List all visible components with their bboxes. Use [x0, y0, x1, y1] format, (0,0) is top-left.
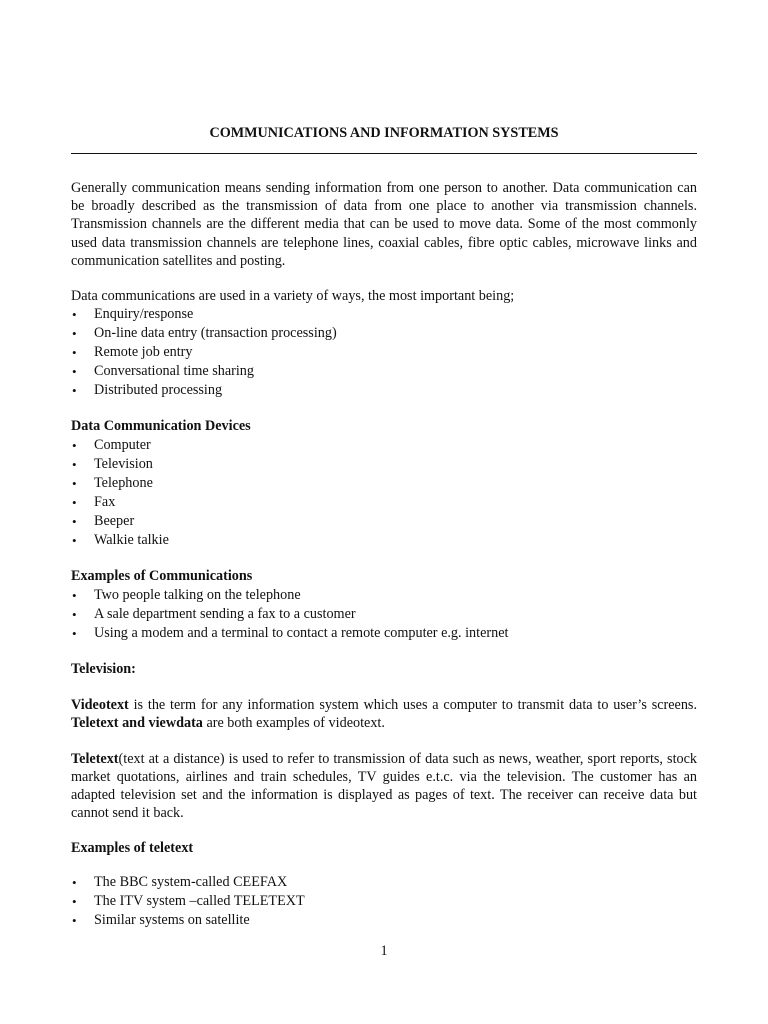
list-item: • Computer [72, 437, 151, 454]
list-item: • Telephone [72, 475, 153, 492]
teletext-viewdata-term: Teletext and viewdata [71, 715, 203, 732]
list-item: • Similar systems on satellite [72, 912, 250, 929]
list-item: • Walkie talkie [72, 532, 169, 549]
uses-lead: Data communications are used in a variety of ways, the most important being; [71, 288, 515, 305]
list-item: • The ITV system –called TELETEXT [72, 893, 305, 910]
devices-heading: Data Communication Devices [71, 418, 251, 435]
television-heading: Television: [71, 661, 136, 678]
list-item: • Conversational time sharing [72, 363, 254, 380]
page-number: 1 [380, 943, 388, 959]
list-item: • A sale department sending a fax to a customer [72, 606, 356, 623]
teletext-examples-heading: Examples of teletext [71, 840, 194, 857]
page-content [71, 124, 697, 930]
videotext-paragraph: Videotext is the term for any information system which uses a computer to transmit data to user’s screens. Teletext and viewdata are both examples of videotext. [71, 697, 697, 732]
teletext-term: Teletext [71, 750, 119, 767]
list-item: • The BBC system-called CEEFAX [72, 874, 288, 891]
list-item: • Using a modem and a terminal to contact a remote computer e.g. internet [72, 625, 509, 642]
list-item: • On-line data entry (transaction processing) [72, 325, 337, 342]
videotext-term: Videotext [71, 697, 129, 714]
examples-list [71, 586, 697, 643]
teletext-paragraph: Teletext(text at a distance) is used to refer to transmission of data such as news, weather, sport reports, stock market quotations, airlines and train schedules, TV guides e.t.c. via the television. The customer has an adapted television set and the information is displayed as pages of text. The receiver can receive data but cannot send it back. [71, 750, 697, 822]
page-title: COMMUNICATIONS AND INFORMATION SYSTEMS [209, 125, 559, 141]
uses-list [71, 305, 697, 400]
examples-heading: Examples of Communications [71, 568, 253, 585]
list-item: • Distributed processing [72, 382, 223, 399]
intro-paragraph: Generally communication means sending information from one person to another. Data communication can be broadly described as the transmission of data from one place to another via transmission channels. Transmission channels are the different media that can be used to move data. Some of the most commonly used data transmission channels are telephone lines, coaxial cables, fibre optic cables, microwave links and communication satellites and posting. [71, 180, 697, 269]
list-item: • Two people talking on the telephone [72, 587, 301, 604]
list-item: • Fax [72, 494, 116, 511]
list-item: • Enquiry/response [72, 306, 194, 323]
list-item: • Television [72, 456, 153, 473]
teletext-examples-list [71, 873, 697, 930]
list-item: • Beeper [72, 513, 135, 530]
devices-list [71, 436, 697, 550]
list-item: • Remote job entry [72, 344, 193, 361]
